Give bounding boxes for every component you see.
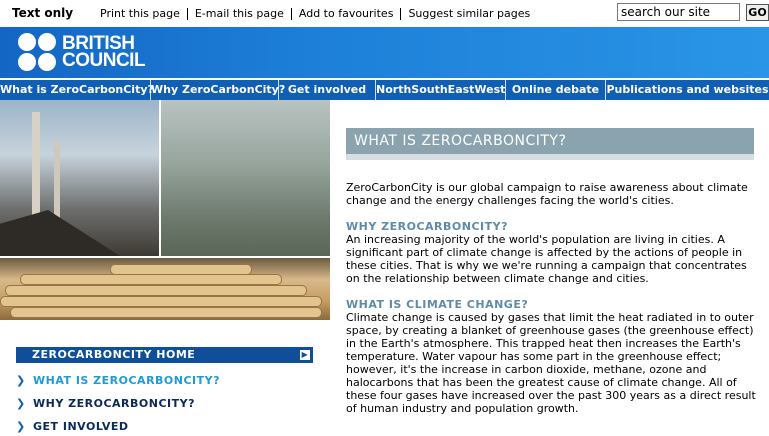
logo-line-1: BRITISH xyxy=(62,33,135,54)
nav-online-debate[interactable]: Online debate xyxy=(506,80,606,100)
sidebar-home-link[interactable] xyxy=(16,347,313,363)
why-heading: WHY ZEROCARBONCITY? xyxy=(346,220,508,233)
sidebar-item-why[interactable] xyxy=(16,397,195,410)
utility-links xyxy=(93,8,537,20)
sidebar-item-label: WHY ZEROCARBONCITY? xyxy=(33,397,195,410)
hero-image-collage xyxy=(0,100,330,320)
top-utility-bar xyxy=(0,0,769,27)
add-favourites-link[interactable]: Add to favourites xyxy=(292,8,402,20)
intro-text: ZeroCarbonCity is our global campaign to raise awareness about climate change and the energy challenges facing the world's cities. xyxy=(346,181,748,207)
why-text: An increasing majority of the world's population are living in cities. A significant part of climate change is affected by the actions of people in these cities. That is why we we're running a campaign that concentrates on the relationship between climate change and cities. xyxy=(346,233,747,285)
nav-publications[interactable]: Publications and websites xyxy=(606,83,769,96)
sidebar-home-label: ZEROCARBONCITY HOME xyxy=(32,348,196,361)
text-only-link[interactable]: Text only xyxy=(12,6,74,20)
timber-logs-image xyxy=(0,258,330,320)
nav-get-involved[interactable]: Get involved xyxy=(279,80,376,100)
search-input[interactable] xyxy=(617,3,740,21)
sidebar-item-get-involved[interactable] xyxy=(16,420,129,433)
sidebar-item-label: WHAT IS ZEROCARBONCITY? xyxy=(33,374,221,387)
page-title: WHAT IS ZEROCARBONCITY? xyxy=(354,133,567,149)
sidebar-item-label: GET INVOLVED xyxy=(33,420,129,433)
main-content xyxy=(346,181,756,415)
title-underbar xyxy=(346,154,754,160)
suggest-pages-link[interactable]: Suggest similar pages xyxy=(408,7,531,20)
sidebar-item-what-is[interactable] xyxy=(16,374,220,387)
logo-text[interactable] xyxy=(62,35,145,69)
chevron-icon: ❯ xyxy=(16,374,26,387)
site-header xyxy=(0,27,769,78)
go-button[interactable]: GO xyxy=(746,4,769,21)
nav-why[interactable]: Why ZeroCarbonCity? xyxy=(151,80,279,100)
nav-what-is[interactable]: What is ZeroCarbonCity? xyxy=(0,80,151,100)
climate-text: Climate change is caused by gases that limit the heat radiated in to outer space, by creating a blanket of greenhouse gases (the greenhouse effect) in the Earth's atmosphere. This trapped heat then increases the Earth's temperature. Water vapour has some part in the greenhouse effect; however, it's the increase in carbon dioxide, methane, ozone and halocarbons that has been the greatest cause of climate change. All of these four gases have increased over the past 300 years as a direct result of human industry and population growth. xyxy=(346,311,756,415)
smoggy-city-image xyxy=(161,100,330,256)
chevron-icon: ❯ xyxy=(16,397,26,410)
main-nav xyxy=(0,80,769,100)
climate-heading: WHAT IS CLIMATE CHANGE? xyxy=(346,298,529,311)
page-title-box xyxy=(346,128,754,154)
nav-north-south-east-west[interactable]: NorthSouthEastWest xyxy=(376,80,506,100)
logo-line-2: COUNCIL xyxy=(62,50,146,71)
british-council-logo-icon[interactable] xyxy=(18,33,58,73)
email-page-link[interactable]: E-mail this page xyxy=(188,8,292,20)
print-page-link[interactable]: Print this page xyxy=(93,8,188,20)
chevron-icon: ❯ xyxy=(16,420,26,433)
power-station-image xyxy=(0,100,159,256)
chevron-right-icon: ▶ xyxy=(301,350,309,359)
